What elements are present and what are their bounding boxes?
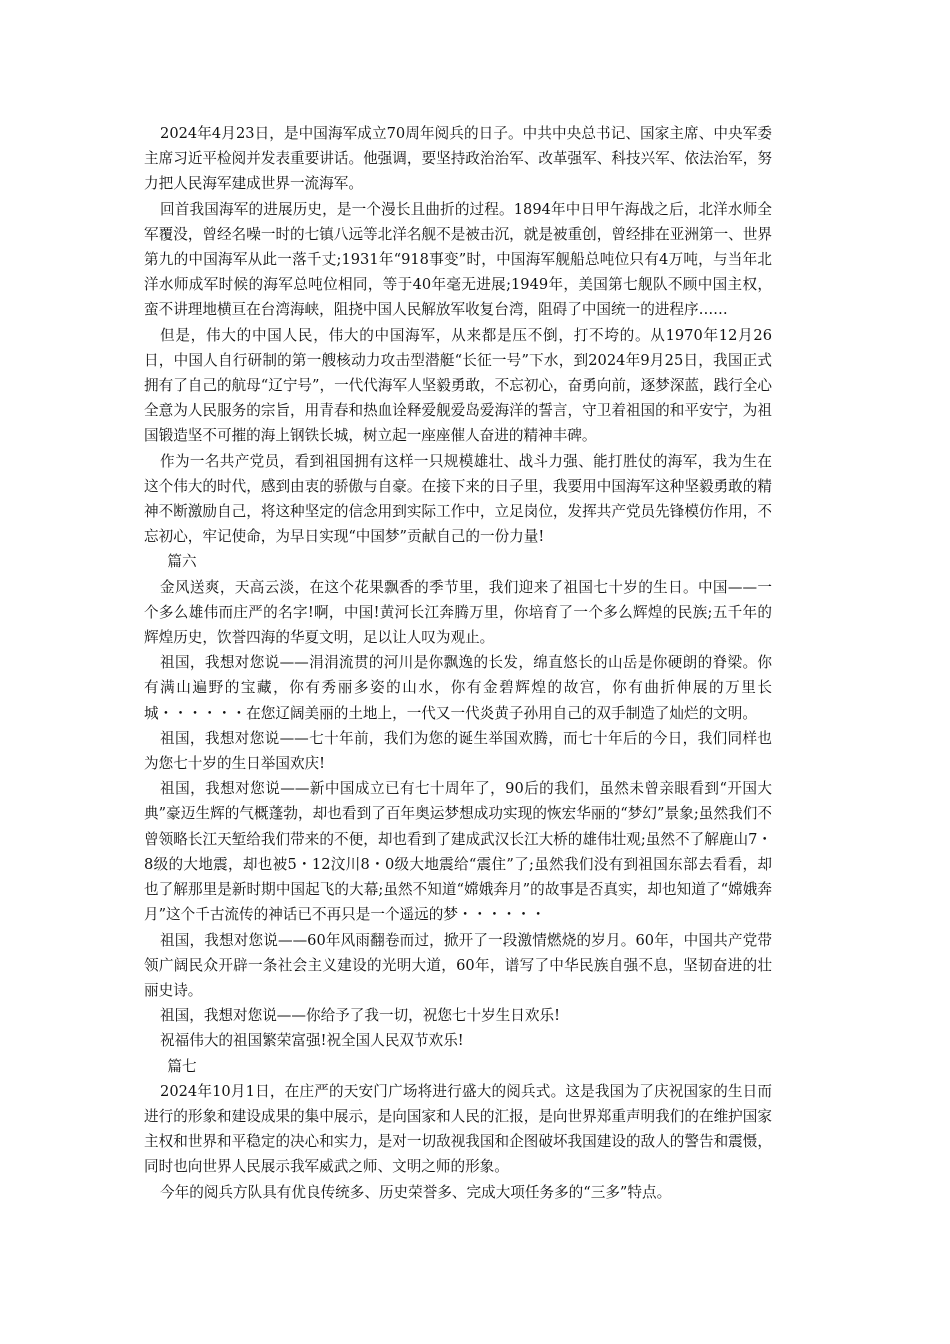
- paragraph-motherland-2: 祖国，我想对您说——七十年前，我们为您的诞生举国欢腾，而七十年后的今日，我们同样也为您七十岁的生日举国欢庆!: [144, 729, 772, 773]
- paragraph-parade-features: 今年的阅兵方队具有优良传统多、历史荣誉多、完成大项任务多的“三多”特点。: [160, 1183, 672, 1201]
- paragraph-motherland-4: 祖国，我想对您说——60年风雨翻卷而过，掀开了一段激情燃烧的岁月。60年，中国共产党带领广阔民众开辟一条社会主义建设的光明大道，60年，谱写了中华民族自强不息，坚韧奋进的壮丽史诗。: [144, 931, 772, 999]
- paragraph-blessing: 祝福伟大的祖国繁荣富强!祝全国人民双节欢乐!: [160, 1032, 464, 1050]
- paragraph-navy-rise: 但是，伟大的中国人民，伟大的中国海军，从来都是压不倒，打不垮的。从1970年12月26日，中国人自行研制的第一艘核动力攻击型潜艇“长征一号”下水，到2024年9月25日，我国正式拥有了自己的航母“辽宁号”，一代代海军人坚毅勇敢，不忘初心，奋勇向前，逐梦深蓝，践行全心全意为人民服务的宗旨，用青春和热血诠释爱舰爱岛爱海洋的誓言，守卫着祖国的和平安宁，为祖国锻造坚不可摧的海上钢铁长城，树立起一座座催人奋进的精神丰碑。: [144, 326, 772, 445]
- section-heading-7: 篇七: [167, 1057, 197, 1075]
- document-body: [144, 121, 772, 1205]
- paragraph-autumn: 金风送爽，天高云淡，在这个花果飘香的季节里，我们迎来了祖国七十岁的生日。中国——一个多么雄伟而庄严的名字!啊，中国!黄河长江奔腾万里，你培育了一个多么辉煌的民族;五千年的辉煌历史，饮誉四海的华夏文明，足以让人叹为观止。: [144, 578, 772, 647]
- paragraph-navy-anniversary: 2024年4月23日，是中国海军成立70周年阅兵的日子。中共中央总书记、国家主席、中央军委主席习近平检阅并发表重要讲话。他强调，要坚持政治治军、改革强军、科技兴军、依法治军，努力把人民海军建成世界一流海军。: [144, 125, 772, 193]
- paragraph-motherland-5: 祖国，我想对您说——你给予了我一切，祝您七十岁生日欢乐!: [160, 1007, 560, 1025]
- section-heading-6: 篇六: [167, 553, 197, 571]
- paragraph-navy-history: 回首我国海军的进展历史，是一个漫长且曲折的过程。1894年中日甲午海战之后，北洋水师全军覆没，曾经名噪一时的七镇八远等北洋名舰不是被击沉，就是被重创，曾经排在亚洲第一、世界第九的中国海军从此一落千丈;1931年“918事变”时，中国海军舰船总吨位只有4万吨，与当年北洋水师成军时候的海军总吨位相同，等于40年毫无进展;1949年，美国第七舰队不顾中国主权，蛮不讲理地横亘在台湾海峡，阻挠中国人民解放军收复台湾，阻碍了中国统一的进程序……: [144, 200, 772, 319]
- paragraph-party-member: 作为一名共产党员，看到祖国拥有这样一只规模雄壮、战斗力强、能打胜仗的海军，我为生在这个伟大的时代，感到由衷的骄傲与自豪。在接下来的日子里，我要用中国海军这种坚毅勇敢的精神不断激励自己，将这种坚定的信念用到实际工作中，立足岗位，发挥共产党员先锋模仿作用，不忘初心，牢记使命，为早日实现“中国梦”贡献自己的一份力量!: [144, 452, 772, 546]
- paragraph-motherland-1: 祖国，我想对您说——涓涓流贯的河川是你飘逸的长发，绵直悠长的山岳是你硬朗的脊梁。你有满山遍野的宝藏，你有秀丽多姿的山水，你有金碧辉煌的故宫，你有曲折伸展的万里长城・・・・・・在您辽阔美丽的土地上，一代又一代炎黄子孙用自己的双手制造了灿烂的文明。: [144, 654, 772, 722]
- paragraph-parade: 2024年10月1日，在庄严的天安门广场将进行盛大的阅兵式。这是我国为了庆祝国家的生日而进行的形象和建设成果的集中展示，是向国家和人民的汇报，是向世界郑重声明我们的在维护国家主权和世界和平稳定的决心和实力，是对一切敌视我国和企图破坏我国建设的敌人的警告和震慑，同时也向世界人民展示我军威武之师、文明之师的形象。: [144, 1082, 772, 1176]
- paragraph-motherland-3: 祖国，我想对您说——新中国成立已有七十周年了，90后的我们，虽然未曾亲眼看到“开国大典”豪迈生辉的气概蓬勃，却也看到了百年奥运梦想成功实现的恢宏华丽的“梦幻”景象;虽然我们不曾领略长江天堑给我们带来的不便，却也看到了建成武汉长江大桥的雄伟壮观;虽然不了解鹿山7・8级的大地震，却也被5・12汶川8・0级大地震给“震住”了;虽然我们没有到祖国东部去看看，却也了解那里是新时期中国起飞的大幕;虽然不知道“嫦娥奔月”的故事是否真实，却也知道了“嫦娥奔月”这个千古流传的神话已不再只是一个遥远的梦・・・・・・: [144, 780, 772, 924]
